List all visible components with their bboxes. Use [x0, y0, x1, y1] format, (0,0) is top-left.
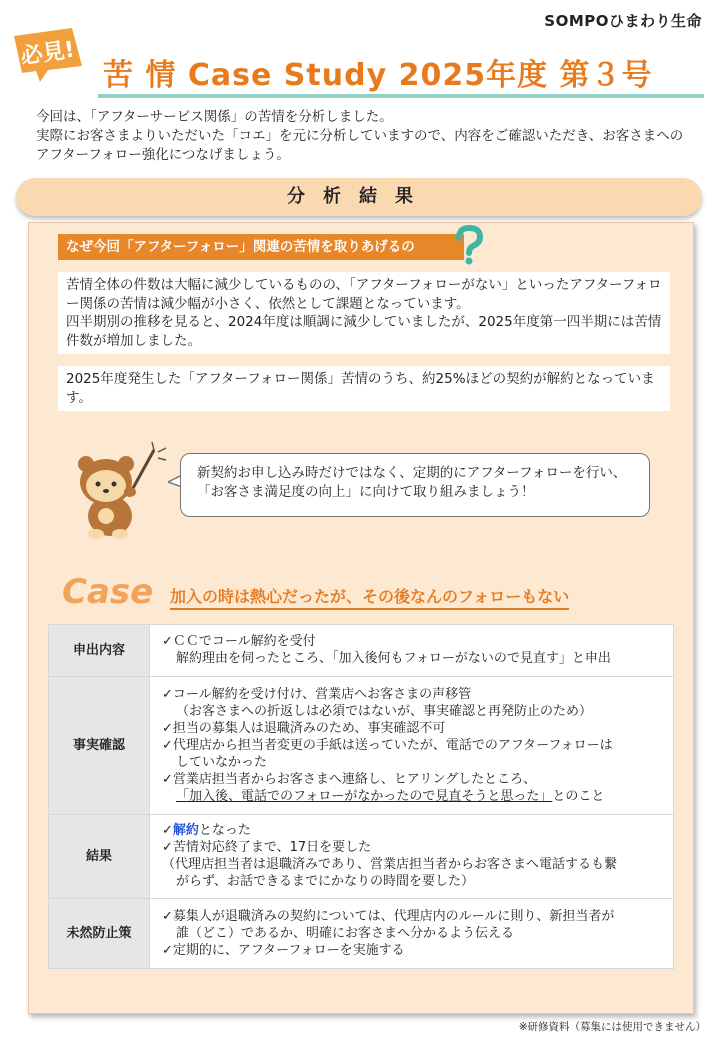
page-title: 苦 情 Case Study 2025年度 第３号 — [103, 58, 653, 93]
footnote: ※研修資料（募集には使用できません） — [518, 1021, 706, 1033]
table-row — [49, 815, 674, 899]
summary-box-2: 2025年度発生した「アフターフォロー関係」苦情のうち、約25%ほどの契約が解約となっています。 — [58, 366, 670, 411]
cancellation-highlight: 解約 — [172, 823, 199, 838]
row-line: 解約理由を伺ったところ、「加入後何もフォローがないので見直す」と申出 — [176, 651, 611, 666]
bear-mascot-icon — [70, 442, 170, 540]
row-line: していなかった — [176, 754, 268, 770]
row-line: ✓営業店担当者からお客さまへ連絡し、ヒアリングしたところ、 — [162, 771, 537, 787]
case-heading: Case — [62, 572, 154, 612]
row-content — [150, 899, 674, 969]
case-title: 加入の時は熱心だったが、その後なんのフォローもない — [170, 584, 569, 610]
row-line: ✓苦情対応終了まで、17日を要した — [162, 840, 372, 855]
row-line-tail: とのこと — [552, 788, 605, 804]
table-row — [49, 677, 674, 815]
title-underline — [98, 94, 704, 98]
summary-box-1 — [58, 272, 670, 354]
row-line: （お客さまへの折返しは必須ではないが、事実確認と再発防止のため） — [176, 703, 593, 719]
table-row — [49, 899, 674, 969]
why-banner: なぜ今回「アフターフォロー」関連の苦情を取りあげるの — [58, 234, 464, 260]
row-label: 申出内容 — [49, 625, 150, 677]
row-content — [150, 815, 674, 899]
row-line: ✓募集人が退職済みの契約については、代理店内のルールに則り、新担当者が — [162, 908, 615, 924]
company-name: SOMPOひまわり生命 — [544, 12, 702, 30]
summary-paragraph-1: 苦情全体の件数は大幅に減少しているものの、「アフターフォローがない」といったアフターフォロー関係の苦情は減少幅が小さく、依然として課題となっています。 — [66, 277, 662, 312]
speech-bubble: 新契約お申し込み時だけではなく、定期的にアフターフォローを行い、「お客さま満足度の向上」に向けて取り組みましょう！ — [180, 453, 650, 517]
row-label: 事実確認 — [49, 677, 150, 815]
question-mark-icon — [450, 225, 486, 265]
row-line: 誰（どこ）であるか、明確にお客さまへ分かるよう伝える — [176, 925, 515, 941]
row-content — [150, 625, 674, 677]
row-line: ✓代理店から担当者変更の手紙は送っていたが、電話でのアフターフォローは — [162, 737, 613, 753]
table-row — [49, 625, 674, 677]
summary-paragraph-2: 四半期別の推移を見ると、2024年度は順調に減少していましたが、2025年度第一四半期には苦情件数が増加しました。 — [66, 314, 662, 349]
row-line-underlined: 「加入後、電話でのフォローがなかったので見直そうと思った」 — [176, 788, 553, 804]
analysis-header: 分析結果 — [16, 178, 702, 216]
row-line: ✓定期的に、アフターフォローを実施する — [162, 942, 405, 958]
row-content — [150, 677, 674, 815]
row-line: ✓ＣＣでコール解約を受付 — [162, 634, 316, 649]
row-line: がらず、お話できるまでにかなりの時間を要した） — [176, 874, 474, 889]
must-see-badge — [8, 26, 86, 84]
intro-line-2: 実際にお客さまよりいただいた「コエ」を元に分析していますので、内容をご確認いただき、お客さまへのアフターフォロー強化につなげましょう。 — [36, 128, 684, 163]
intro-line-1: 今回は、「アフターサービス関係」の苦情を分析しました。 — [36, 109, 393, 125]
row-label: 未然防止策 — [49, 899, 150, 969]
row-line: ✓担当の募集人は退職済みのため、事実確認不可 — [162, 720, 446, 736]
row-line: ✓コール解約を受け付け、営業店へお客さまの声移管 — [162, 686, 472, 702]
case-table — [48, 624, 674, 969]
check-mark: ✓ — [162, 823, 173, 838]
row-line-tail: となった — [198, 823, 251, 838]
row-line: （代理店担当者は退職済みであり、営業店担当者からお客さまへ電話するも繋 — [162, 857, 618, 872]
badge-text: 必見! — [19, 37, 77, 70]
row-label: 結果 — [49, 815, 150, 899]
intro-text — [36, 108, 696, 165]
